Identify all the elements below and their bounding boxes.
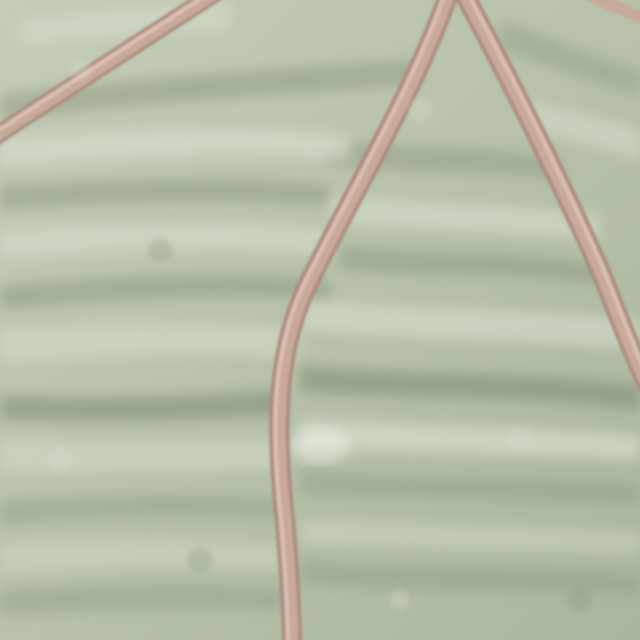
specular-patch bbox=[290, 427, 350, 463]
